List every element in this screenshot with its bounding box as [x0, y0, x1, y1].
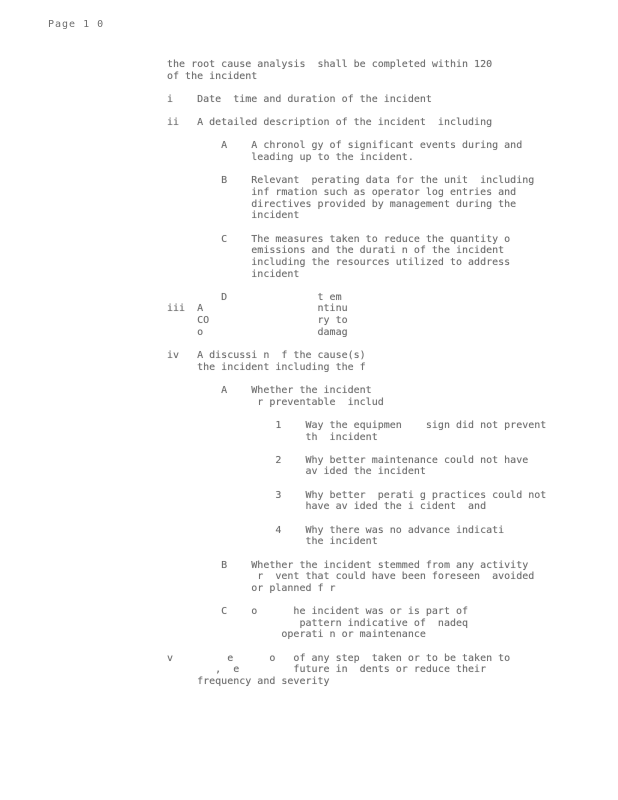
document-line: operati n or maintenance	[167, 629, 426, 641]
document-line: B Whether the incident stemmed from any activity	[167, 559, 529, 571]
document-line: D t em	[167, 291, 342, 303]
document-line: o damag	[167, 326, 348, 338]
document-line: , e future in dents or reduce their	[167, 664, 487, 676]
document-line	[167, 443, 607, 455]
document-line	[167, 513, 607, 525]
document-line	[167, 641, 607, 653]
document-line: emissions and the durati n of the incident	[167, 245, 505, 257]
document-line: pattern indicative of nadeq	[167, 617, 469, 629]
document-line: 3 Why better perati g practices could not	[167, 489, 547, 501]
document-line	[167, 408, 607, 420]
document-line: C o he incident was or is part of	[167, 606, 469, 618]
document-line: CO ry to	[167, 315, 348, 327]
document-line: frequency and severity	[167, 675, 330, 687]
document-line: 2 Why better maintenance could not have	[167, 454, 529, 466]
document-line	[167, 82, 607, 94]
document-line: A A chronol gy of significant events during and	[167, 140, 523, 152]
document-line	[167, 548, 607, 560]
document-line: incident	[167, 268, 300, 280]
document-line: 1 Way the equipmen sign did not prevent	[167, 419, 547, 431]
document-line: iv A discussi n f the cause(s)	[167, 350, 366, 362]
document-line: the root cause analysis shall be completed within 120	[167, 59, 493, 70]
document-line: incident	[167, 210, 300, 222]
document-line: have av ided the i cident and	[167, 501, 487, 513]
document-line	[167, 164, 607, 176]
page-number-label: Page 1 0	[48, 19, 105, 30]
document-line: ii A detailed description of the incident including	[167, 117, 493, 129]
document-line: of the incident	[167, 70, 258, 82]
document-line	[167, 478, 607, 490]
document-line: iii A ntinu	[167, 303, 348, 315]
document-line	[167, 338, 607, 350]
document-line	[167, 280, 607, 292]
document-line: r preventable includ	[167, 396, 384, 408]
document-body	[167, 59, 607, 688]
document-line: r vent that could have been foreseen avoided	[167, 571, 535, 583]
document-line	[167, 222, 607, 234]
document-line: A Whether the incident	[167, 384, 372, 396]
document-line: leading up to the incident.	[167, 152, 414, 164]
document-line: inf rmation such as operator log entries and	[167, 187, 517, 199]
document-line: B Relevant perating data for the unit including	[167, 175, 535, 187]
document-line: th incident	[167, 431, 378, 443]
document-line	[167, 373, 607, 385]
document-line	[167, 594, 607, 606]
document-line: v e o of any step taken or to be taken to	[167, 652, 511, 664]
document-line	[167, 106, 607, 118]
document-line: av ided the incident	[167, 466, 426, 478]
document-line: directives provided by management during the	[167, 198, 517, 210]
document-line: the incident including the f	[167, 361, 366, 373]
document-line: including the resources utilized to address	[167, 256, 511, 268]
document-line: the incident	[167, 536, 378, 548]
document-line: or planned f r	[167, 582, 336, 594]
document-line: 4 Why there was no advance indicati	[167, 524, 505, 536]
document-line	[167, 129, 607, 141]
document-line: i Date time and duration of the incident	[167, 93, 432, 105]
document-line: C The measures taken to reduce the quantity o	[167, 233, 511, 245]
